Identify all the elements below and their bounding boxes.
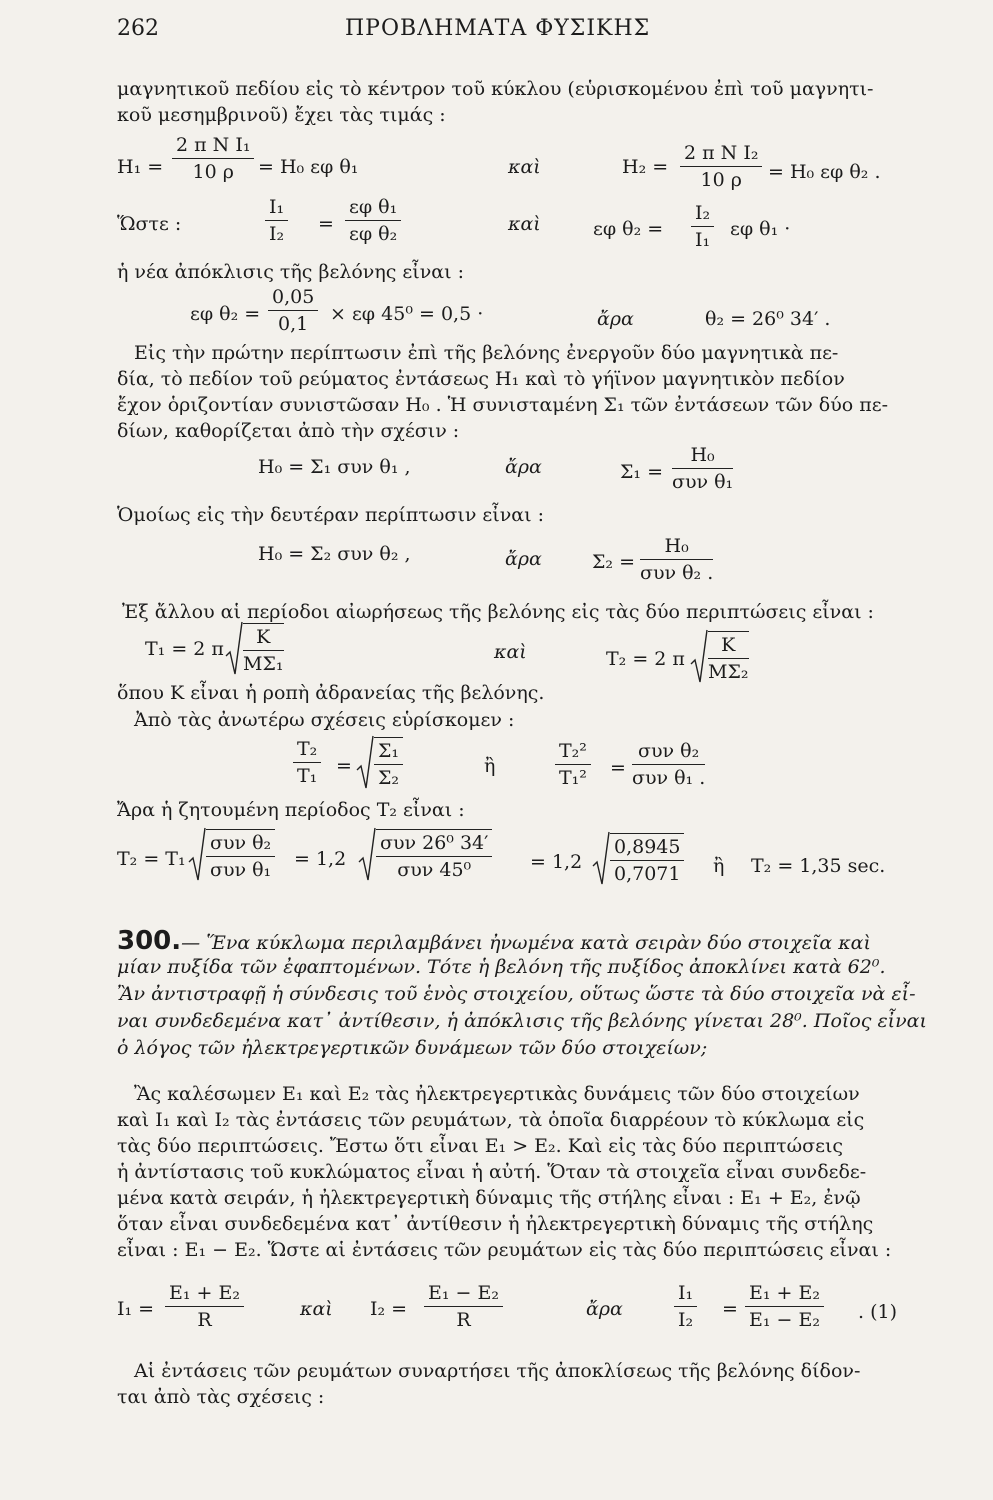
text-line: ἔχον ὁριζοντίαν συνιστῶσαν H₀ . Ἡ συνισταμένη Σ₁ τῶν ἐντάσεων τῶν δύο πε-: [117, 394, 889, 416]
text-line: ἡ νέα ἀπόκλισις τῆς βελόνης εἶναι :: [117, 261, 464, 283]
numerator: συν 26⁰ 34′: [376, 834, 492, 857]
running-title: ΠΡΟΒΛΗΜΑΤΑ ΦΥΣΙΚΗΣ: [345, 16, 651, 41]
conjunction: καὶ: [494, 641, 527, 663]
radical-sign: [188, 826, 206, 882]
equals-sign: =: [722, 1298, 738, 1320]
denominator: 10 ρ: [192, 161, 234, 183]
problem-number: 300.: [117, 926, 182, 956]
numerator: 0,8945: [610, 838, 684, 861]
text-line: Ἂς καλέσωμεν E₁ καὶ E₂ τὰς ἠλεκτρεγερτικὰς δυνάμεις τῶν δύο στοιχείων: [134, 1083, 860, 1105]
radical-sign: [592, 830, 610, 886]
page-number: 262: [117, 16, 159, 41]
equation-lhs: Σ₂ =: [592, 551, 636, 573]
conjunction: καὶ: [300, 1298, 333, 1320]
equation-lhs: εφ θ₂ =: [593, 218, 664, 240]
equation-part: = 1,2: [294, 848, 347, 870]
text-line: ται ἀπὸ τὰς σχέσεις :: [117, 1386, 325, 1408]
fraction: [268, 288, 318, 334]
numerator: E₁ + E₂: [745, 1284, 824, 1307]
text-line: εἶναι : E₁ − E₂. Ὥστε αἱ ἐντάσεις τῶν ρευμάτων εἰς τὰς δύο περιπτώσεις εἶναι :: [117, 1239, 892, 1261]
numerator: E₁ + E₂: [165, 1284, 244, 1307]
fraction: [165, 1284, 244, 1330]
equation-rhs: εφ θ₁ ·: [730, 218, 791, 240]
denominator: συν θ₁: [672, 471, 734, 493]
numerator: H₀: [672, 446, 733, 469]
text-line: Ἂν ἀντιστραφῇ ἡ σύνδεσις τοῦ ἑνὸς στοιχείου, οὕτως ὥστε τὰ δύο στοιχεῖα νὰ εἶ-: [117, 983, 916, 1005]
equation-label: . (1): [858, 1301, 897, 1323]
equation-lhs: εφ θ₂ =: [190, 303, 261, 325]
denominator: MΣ₂: [708, 660, 749, 683]
radical-sign: [225, 620, 243, 676]
equals-sign: =: [610, 757, 626, 779]
numerator: I₁: [674, 1284, 697, 1307]
denominator: E₁ − E₂: [749, 1309, 820, 1331]
fraction: [745, 1284, 824, 1330]
fraction: [376, 831, 492, 881]
fraction: [640, 537, 713, 583]
denominator: 0,1: [278, 313, 309, 335]
numerator: T₂²: [555, 742, 591, 765]
numerator: συν θ₂: [632, 742, 705, 765]
fraction: [293, 740, 321, 786]
fraction: [610, 835, 684, 885]
text-line: Εἰς τὴν πρώτην περίπτωσιν ἐπὶ τῆς βελόνης ἐνεργοῦν δύο μαγνητικὰ πε-: [134, 342, 839, 364]
denominator: εφ θ₂: [349, 223, 398, 245]
equation-lhs: T₂ = 2 π: [606, 648, 685, 670]
text-line: κοῦ μεσημβρινοῦ) ἔχει τὰς τιμάς :: [117, 104, 446, 126]
equation-lhs: T₂ = T₁: [117, 848, 186, 870]
fraction: [680, 144, 762, 190]
text-line: μένα κατὰ σειράν, ἡ ἠλεκτρεγερτικὴ δύναμις τῆς στήλης εἶναι : E₁ + E₂, ἐνῷ: [117, 1187, 861, 1209]
text-line: καὶ I₁ καὶ I₂ τὰς ἐντάσεις τῶν ρευμάτων, τὰ ὁποῖα διαρρέουν τὸ κύκλωμα εἰς: [117, 1109, 865, 1131]
equation-lhs: I₂ =: [370, 1298, 408, 1320]
conjunction: ἄρα: [597, 308, 634, 330]
text-line: Ἐξ ἄλλου αἱ περίοδοι αἰωρήσεως τῆς βελόνης εἰς τὰς δύο περιπτώσεις εἶναι :: [122, 601, 874, 623]
equation-rhs: = H₀ εφ θ₂ .: [768, 161, 881, 183]
square-root: [356, 734, 403, 790]
conjunction: ἄρα: [505, 548, 542, 570]
equation-lhs: I₁ =: [117, 1298, 155, 1320]
square-root: [592, 830, 684, 886]
problem-statement: [117, 928, 871, 954]
denominator: T₁²: [559, 767, 587, 789]
fraction: [172, 136, 254, 182]
fraction: [632, 742, 705, 788]
fraction: [672, 446, 733, 492]
text-line: Ἄρα ἡ ζητουμένη περίοδος T₂ εἶναι :: [117, 799, 465, 821]
radical-sign: [690, 628, 708, 684]
denominator: R: [197, 1309, 212, 1331]
equation: H₀ = Σ₁ συν θ₁ ,: [258, 456, 411, 478]
fraction: [345, 198, 401, 244]
problem-text: — Ἕνα κύκλωμα περιλαμβάνει ἠνωμένα κατὰ σειρὰν δύο στοιχεῖα καὶ: [181, 932, 871, 954]
text-line: Ὁμοίως εἰς τὴν δευτέραν περίπτωσιν εἶναι :: [117, 504, 544, 526]
square-root: [225, 620, 284, 676]
conjunction: καὶ: [508, 213, 541, 235]
numerator: T₂: [293, 740, 321, 763]
denominator: συν θ₁: [210, 858, 272, 881]
conjunction: ἢ: [484, 755, 496, 777]
text-line: δία, τὸ πεδίον τοῦ ρεύματος ἐντάσεως H₁ καὶ τὸ γήϊνον μαγνητικὸν πεδίον: [117, 368, 845, 390]
numerator: K: [243, 628, 284, 651]
numerator: 0,05: [268, 288, 318, 311]
equation: H₀ = Σ₂ συν θ₂ ,: [258, 543, 411, 565]
denominator: I₂: [269, 223, 285, 245]
equation-result: θ₂ = 26⁰ 34′ .: [705, 308, 831, 330]
denominator: R: [456, 1309, 471, 1331]
numerator: 2 π N I₁: [172, 136, 254, 159]
text-line: Ἀπὸ τὰς ἀνωτέρω σχέσεις εὑρίσκομεν :: [134, 709, 515, 731]
denominator: συν 45⁰: [397, 858, 472, 881]
radical-sign: [356, 734, 374, 790]
numerator: I₁: [265, 198, 288, 221]
denominator: MΣ₁: [243, 652, 284, 675]
fraction: [708, 633, 749, 683]
numerator: E₁ − E₂: [424, 1284, 503, 1307]
equation-lhs: H₂ =: [622, 156, 669, 178]
numerator: εφ θ₁: [345, 198, 401, 221]
square-root: [690, 628, 749, 684]
denominator: T₁: [297, 765, 318, 787]
equation-lhs: Σ₁ =: [620, 461, 664, 483]
text-label: Ὥστε :: [117, 213, 182, 235]
numerator: K: [708, 636, 749, 659]
fraction: [691, 204, 714, 250]
conjunction: ἢ: [713, 855, 725, 877]
text-line: ὁ λόγος τῶν ἠλεκτρεγερτικῶν δυνάμεων τῶν δύο στοιχείων;: [117, 1037, 708, 1059]
fraction: [424, 1284, 503, 1330]
text-line: μαγνητικοῦ πεδίου εἰς τὸ κέντρον τοῦ κύκλου (εὑρισκομένου ἐπὶ τοῦ μαγνητι-: [117, 78, 874, 100]
equals-sign: =: [336, 755, 352, 777]
equation-lhs: T₁ = 2 π: [145, 638, 224, 660]
conjunction: καὶ: [508, 156, 541, 178]
denominator: 0,7071: [614, 862, 681, 885]
text-line: μίαν πυξίδα τῶν ἐφαπτομένων. Τότε ἡ βελόνη τῆς πυξίδος ἀποκλίνει κατὰ 62⁰.: [117, 956, 886, 978]
equation-rhs: × εφ 45⁰ = 0,5 ·: [330, 303, 484, 325]
numerator: συν θ₂: [206, 834, 275, 857]
text-line: ὅπου K εἶναι ἡ ροπὴ ἀδρανείας τῆς βελόνης.: [117, 682, 545, 704]
equation-part: = 1,2: [530, 851, 583, 873]
denominator: I₁: [695, 229, 711, 251]
denominator: Σ₂: [378, 766, 400, 789]
fraction: [243, 625, 284, 675]
fraction: [265, 198, 288, 244]
equals-sign: =: [318, 213, 334, 235]
conjunction: ἄρα: [505, 456, 542, 478]
radical-sign: [358, 826, 376, 882]
square-root: [188, 826, 275, 882]
numerator: H₀: [640, 537, 713, 560]
equation-rhs: = H₀ εφ θ₁: [258, 156, 359, 178]
square-root: [358, 826, 492, 882]
denominator: 10 ρ: [700, 169, 742, 191]
text-line: ναι συνδεδεμένα κατ᾿ ἀντίθεσιν, ἡ ἀπόκλισις τῆς βελόνης γίνεται 28⁰. Ποῖος εἶναι: [117, 1010, 927, 1032]
fraction: [374, 739, 403, 789]
text-line: τὰς δύο περιπτώσεις. Ἔστω ὅτι εἶναι E₁ > E₂. Καὶ εἰς τὰς δύο περιπτώσεις: [117, 1135, 844, 1157]
equation-lhs: H₁ =: [117, 156, 164, 178]
denominator: I₂: [678, 1309, 694, 1331]
text-line: ἡ ἀντίστασις τοῦ κυκλώματος εἶναι ἡ αὐτή. Ὅταν τὰ στοιχεῖα εἶναι συνδεδε-: [117, 1161, 867, 1183]
text-line: Αἱ ἐντάσεις τῶν ρευμάτων συναρτήσει τῆς ἀποκλίσεως τῆς βελόνης δίδον-: [134, 1360, 861, 1382]
text-line: ὅταν εἶναι συνδεδεμένα κατ᾿ ἀντίθεσιν ἡ ἠλεκτρεγερτικὴ δύναμις τῆς στήλης: [117, 1213, 874, 1235]
conjunction: ἄρα: [586, 1298, 623, 1320]
denominator: συν θ₁ .: [632, 767, 706, 789]
numerator: Σ₁: [374, 742, 403, 765]
denominator: συν θ₂ .: [640, 562, 714, 584]
fraction: [206, 831, 275, 881]
fraction: [555, 742, 591, 788]
fraction: [674, 1284, 697, 1330]
numerator: 2 π N I₂: [680, 144, 762, 167]
text-line: δίων, καθορίζεται ἀπὸ τὴν σχέσιν :: [117, 420, 460, 442]
equation-result: T₂ = 1,35 sec.: [751, 855, 886, 877]
numerator: I₂: [691, 204, 714, 227]
